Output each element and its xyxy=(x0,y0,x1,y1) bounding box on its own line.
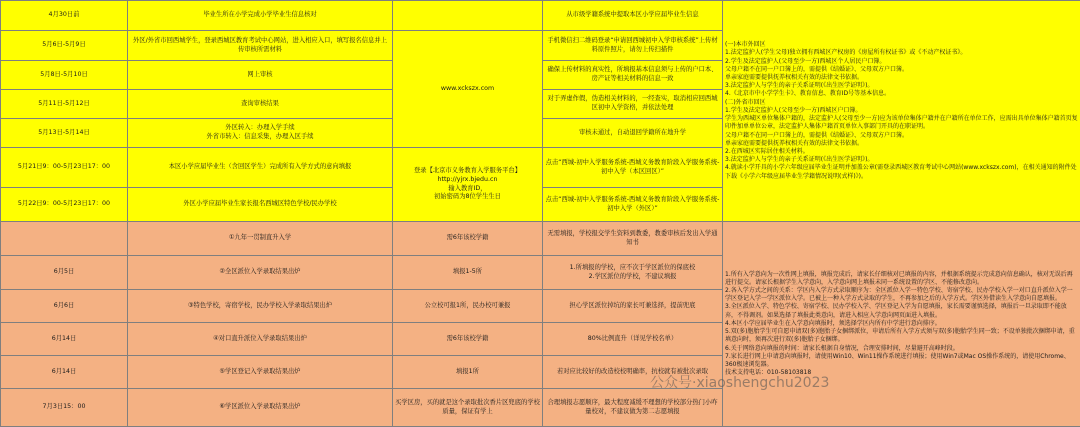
event-cell: 外区小学应届毕业生家长报名西城区特色学校/民办学校 xyxy=(128,188,393,222)
event-cell: ②全区派位入学录取结果出炉 xyxy=(128,256,393,290)
date-cell: 5月11日-5月12日 xyxy=(1,90,128,119)
date-cell: 5月13日-5月14日 xyxy=(1,119,128,148)
watermark: 公众号·xiaoshengchu2023 xyxy=(650,372,829,392)
event-cell: ①九年一贯制直升入学 xyxy=(128,222,393,256)
date-cell: 4月30日前 xyxy=(1,1,128,31)
platform-cell: 需6年该校学籍 xyxy=(393,323,543,356)
event-cell: ④对口直升派位入学录取结果出炉 xyxy=(128,323,393,356)
platform-cell: 填报1-5所 xyxy=(393,256,543,290)
process-cell: 审核未通过，自动退回学籍所在地升学 xyxy=(543,119,723,148)
event-cell: 网上审核 xyxy=(128,61,393,90)
platform-cell: 填报1所 xyxy=(393,356,543,389)
event-cell: 外区/外省市回西城学生，登录西城区教育考试中心网站，进入相应入口，填写报名信息并上传审核所需材料 xyxy=(128,31,393,61)
event-cell: 外区转入：办理入学手续 外省市转入：信息采集，办理入区手续 xyxy=(128,119,393,148)
process-cell: 担心学区派位掉坑的家长可兼选择，提前兜底 xyxy=(543,290,723,323)
process-cell: 合理填报志愿顺序，最大程度减缓不理想的学校部分热门小咋量校对，不建议做为第二志愿填报 xyxy=(543,389,723,427)
platform-cell: www.xckszx.com xyxy=(393,31,543,148)
process-cell: 手机微信扫二维码登录“申请回西城初中入学审核系统”上传材料原件照片，请勿上传扫描件 xyxy=(543,31,723,61)
process-cell: 无需填报，学校报交学生资料到教委，教委审核后发出入学通知书 xyxy=(543,222,723,256)
process-cell: 1.所填报的学校，应不次于学区派位的保底校 2.学区派位的学校，不建议填报 xyxy=(543,256,723,290)
policy-notes: (一)本市外回区 1.法定监护人(学生父母)独立拥有西城区产权房的《房屋所有权证书》或《不动产权证书》。 2.学生及法定监护人(父母至少一方)西城区个人居民户口簿。 父母户籍不在同一户口簿上的，需提供《结婚证》、父母双方户口簿。 单亲家庭需要提供抚养权相关有效的法律文书依据。 3.法定监护人与学生的亲子关系证明(《出生医学证明》)。 4.《北京市中小学学生卡》、教育信息、教育ID号等基本信息。 (二)外省市回区 1.学生及法定监护人(父母至少一方)西城区户口簿。 学生为西城区单位集体户籍的，法定监护人(父母至少一方)应为该单位集体户籍并在户籍所在单位工作，应需出具单位集体户籍首页复印件加单单位公章，法定监护人集体户籍首页单位入事部门开具的在职证明。 父母户籍不在同一户口簿上的，需提供《结婚证》、父母双方户口簿。 单亲家庭需要提供抚养权相关有效的法律文书依据。 2.在西城区实际居住相关材料。 3.法定监护人与学生的亲子关系证明(《出生医学证明》)。 4.就读小学开具的小学六年级应届毕业生证明并加盖公章(需登录西城区教育考试中心网站(www.xckszx.com)，在相关通知的附件处下载《小学六年级应届毕业生学籍情况说明(式样)》)。 xyxy=(723,1,1080,222)
date-cell: 6月14日 xyxy=(1,323,128,356)
bottom-notes: 1.所有入学意向为一次性网上填报，填报完成后，请家长仔细核对已填报的内容，并根据系统提示完成意向信息确认，核对无误后再进行提交。请家长根据学生入学意向，入学意向网上填报未同一系统设置的学区、不能修改意向。 2.各入学方式之间的关系：学区内入学方式录取顺序为：全区派位入学一特色学校、寄宿学校、民办学校入学一对口直升派位入学一学区登记入学一学区派位入学。已被上一种入学方式录取的学生，不再参加之后的入学方式。学区外借读生入学意向自愿填报。 3.全区派位入学、特色学校、寄宿学校、民办学校入学、学区登记入学为自愿填报，家长需要谨慎选择，填报后一旦录取即不能放弃，不得调剂。如果选择了填报此类意向，请进入相应入学意向网页面进入填报。 4.本区小学应届毕业生在入学意向填报时，须选择学区内所有中学进行意向排序。 5.双(多)胞胎学生可自愿申请双(多)胞胎子女捆绑派位，申请后所有入学方式须与双(多)胞胎学生同一致；不设单独批次捆绑申请，重填意向时，须再次进行双(多)胞胎子女捆绑。 6.关于网络意向填报的时间：请家长根据自身情况，合理安排时间，尽量避开高峰时段。 7.家长进行网上申请意向填报时，请使用Win10、Win11操作系统进行填报；使用Win7或Mac OS操作系统的，请使用Chrome、360极速浏览器。 技术支持电话：010-58103818 xyxy=(723,222,1080,427)
event-cell: ⑤学区登记入学录取结果出炉 xyxy=(128,356,393,389)
date-cell: 5月21日9：00-5月23日17：00 xyxy=(1,148,128,188)
date-cell: 5月22日9：00-5月23日17：00 xyxy=(1,188,128,222)
process-cell: 从市级学籍系统中提取本区小学应届毕业生信息 xyxy=(543,1,723,31)
process-cell: 80%比例直升（详见学校名单） xyxy=(543,323,723,356)
event-cell: 毕业生所在小学完成小学毕业生信息核对 xyxy=(128,1,393,31)
process-cell: 若对应比较好的改造校校明确率，抗校就有被批次录取 xyxy=(543,356,723,389)
platform-cell: 公立校可报1所，民办校可兼报 xyxy=(393,290,543,323)
date-cell: 5月6日-5月9日 xyxy=(1,31,128,61)
event-cell: ③特色学校，寄宿学校，民办学校入学录取结果出炉 xyxy=(128,290,393,323)
date-cell: 6月6日 xyxy=(1,290,128,323)
event-cell: ⑥学区派位入学录取结果出炉 xyxy=(128,389,393,427)
process-cell: 确保上传材料的真实性，所填报基本信息须与上传的户口本、房产证等相关材料的信息一致 xyxy=(543,61,723,90)
process-cell: 点击“西城-初中入学服务系统-西城义务教育阶段入学服务系统-初中入学（外区）” xyxy=(543,188,723,222)
date-cell xyxy=(1,222,128,256)
date-cell: 6月14日 xyxy=(1,356,128,389)
date-cell: 7月3日15：00 xyxy=(1,389,128,427)
event-cell: 查询审核结果 xyxy=(128,90,393,119)
process-cell: 点击“西城-初中入学服务系统-西城义务教育阶段入学服务系统-初中入学（本区回区）” xyxy=(543,148,723,188)
platform-cell: 需6年该校学籍 xyxy=(393,222,543,256)
date-cell: 5月8日-5月10日 xyxy=(1,61,128,90)
event-cell: 本区小学应届毕业生（含回区学生）完成所有入学方式的意向填报 xyxy=(128,148,393,188)
platform-cell: 买学区房，买的就是这个录取批次香片区兜底的学校质量，保证有学上 xyxy=(393,389,543,427)
platform-cell xyxy=(393,1,543,31)
date-cell: 6月5日 xyxy=(1,256,128,290)
platform-cell: 登录【北京市义务教育入学服务平台】 http://yjrx.bjedu.cn 输入教育ID， 初始密码为8位学生生日 xyxy=(393,148,543,222)
process-cell: 对于弄虚作假，伪造相关材料的，一经查实，取消相应回西城区初中入学资格，并依法处理 xyxy=(543,90,723,119)
